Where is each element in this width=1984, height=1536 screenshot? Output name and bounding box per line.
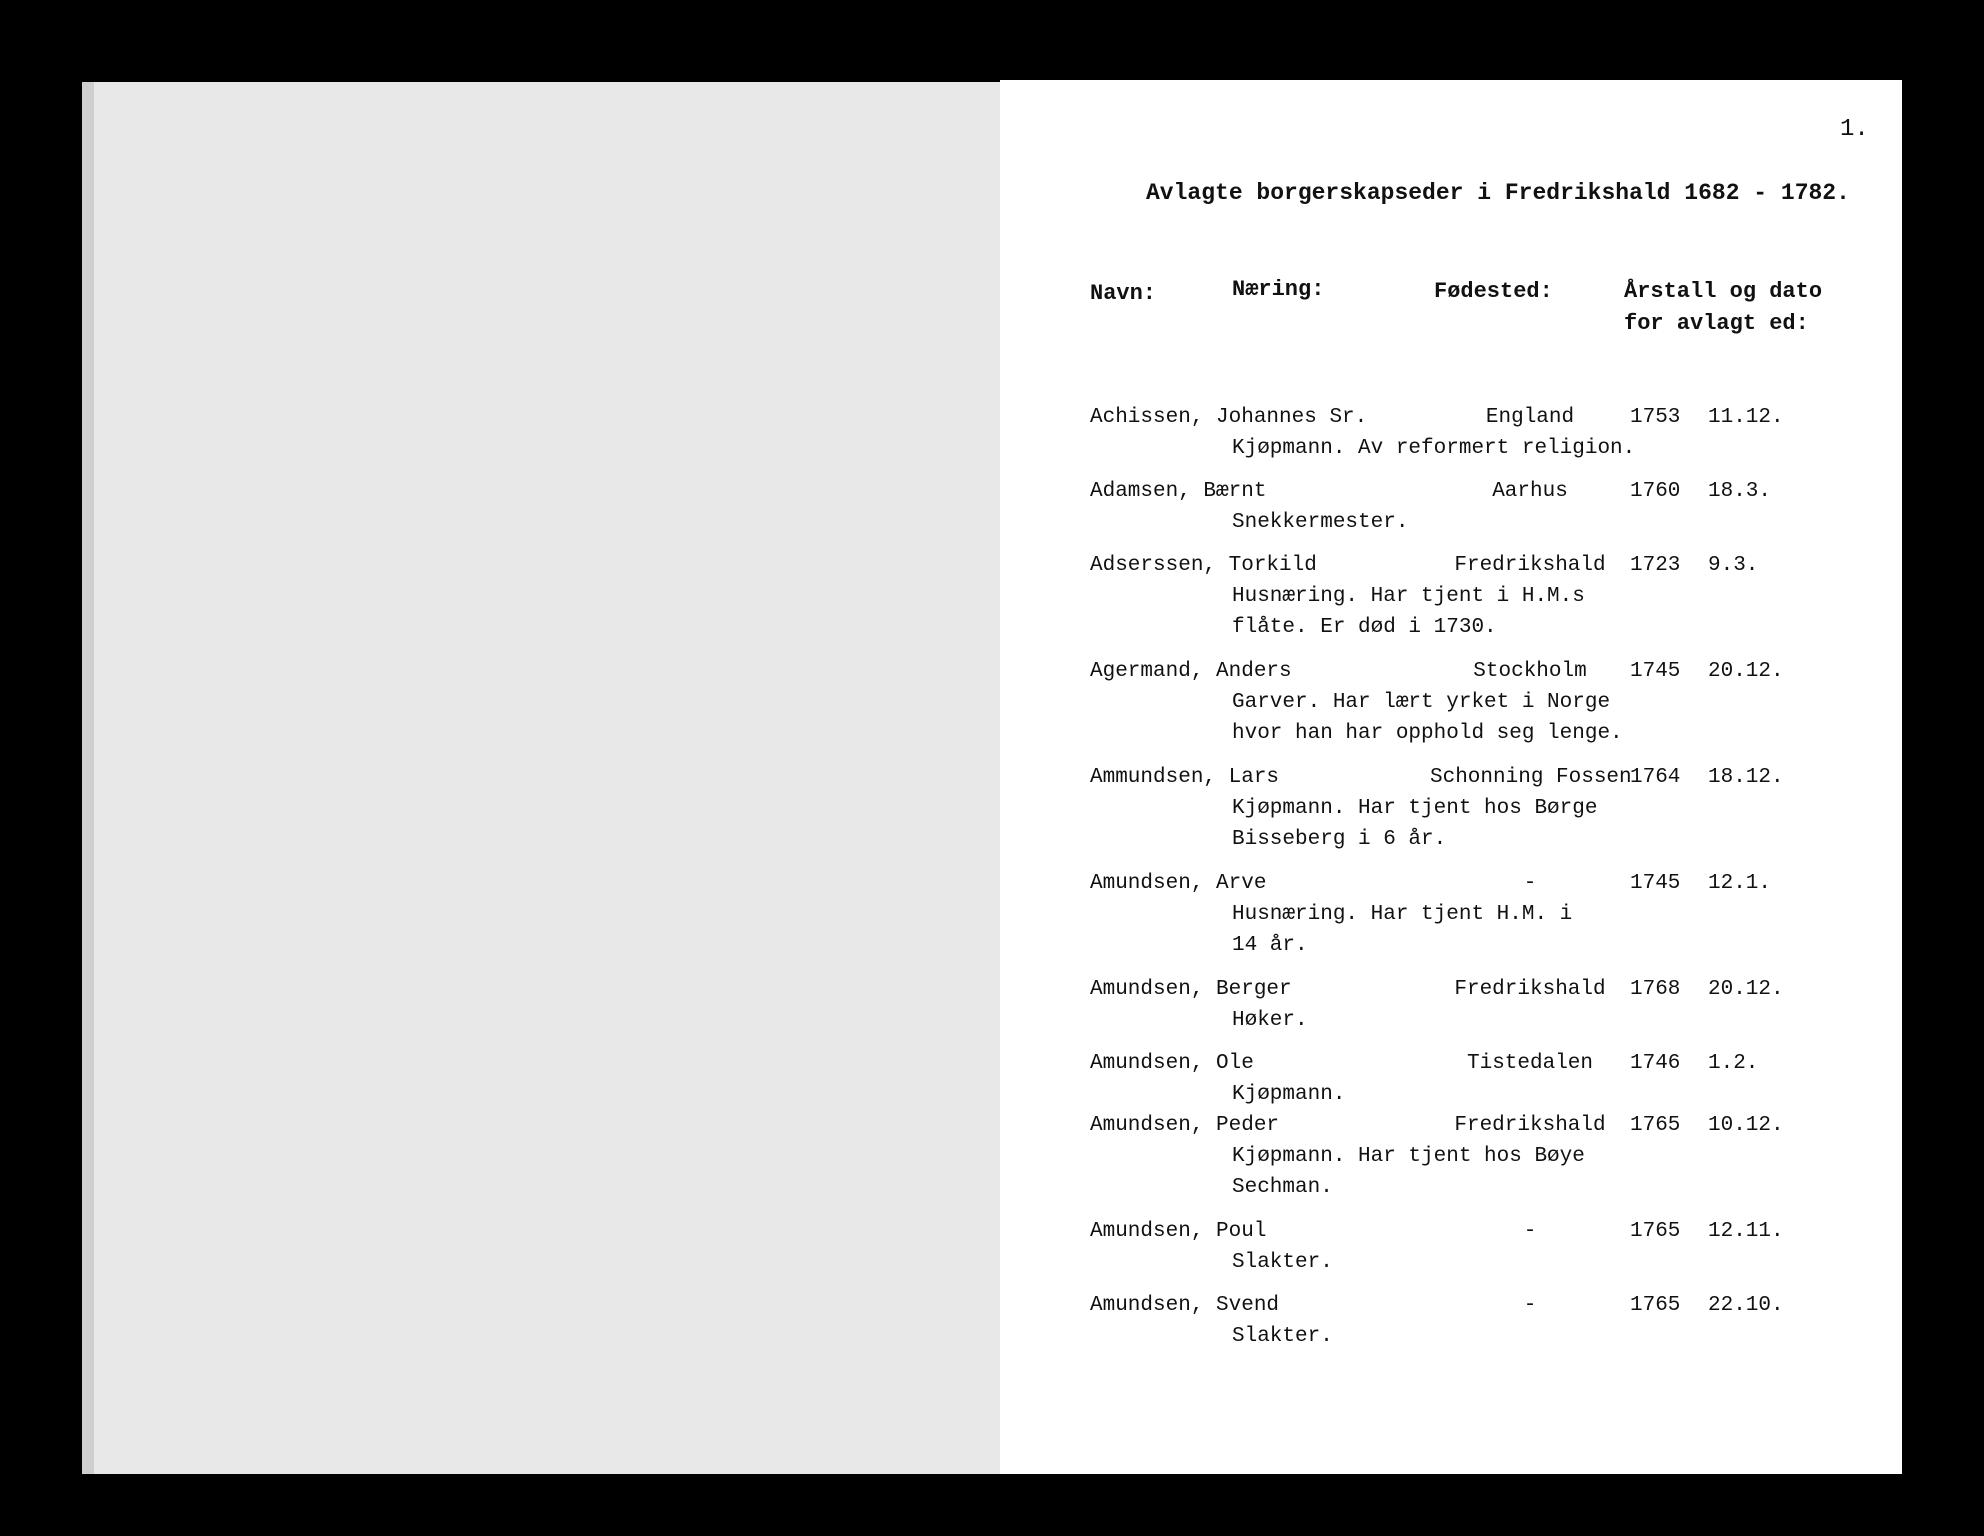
entry-name: Achissen, Johannes Sr. xyxy=(1090,406,1368,429)
entry-birthplace: - xyxy=(1523,1294,1537,1317)
entry-name: Amundsen, Svend xyxy=(1090,1294,1280,1317)
right-page xyxy=(1000,80,1902,1474)
entry-date: 20.12. xyxy=(1708,660,1784,683)
entry-birthplace: Stockholm xyxy=(1473,660,1587,683)
entry-birthplace: - xyxy=(1523,1220,1537,1243)
entry-year: 1765 xyxy=(1630,1114,1681,1137)
entry-date: 12.11. xyxy=(1708,1220,1784,1243)
entry-date: 1.2. xyxy=(1708,1052,1759,1075)
entry-note: Høker. xyxy=(1232,1009,1308,1032)
entry-date: 10.12. xyxy=(1708,1114,1784,1137)
entry-date: 9.3. xyxy=(1708,554,1759,577)
entry-name: Amundsen, Peder xyxy=(1090,1114,1280,1137)
entry-year: 1768 xyxy=(1630,978,1681,1001)
entry-date: 11.12. xyxy=(1708,406,1784,429)
entry-name: Adamsen, Bærnt xyxy=(1090,480,1267,503)
entry-name: Agermand, Anders xyxy=(1090,660,1292,683)
entry-note: Snekkermester. xyxy=(1232,511,1409,534)
left-blank-page xyxy=(82,82,1000,1474)
entry-note: Husnæring. Har tjent H.M. i 14 år. xyxy=(1232,903,1573,957)
entry-name: Amundsen, Ole xyxy=(1090,1052,1254,1075)
entry-note: Slakter. xyxy=(1232,1325,1333,1348)
entry-birthplace: Fredrikshald xyxy=(1454,978,1606,1001)
entry-note: Kjøpmann. Har tjent hos Børge Bisseberg i 6 år. xyxy=(1232,797,1598,851)
entry-note: Slakter. xyxy=(1232,1251,1333,1274)
header-arstall-line1: Årstall og dato xyxy=(1624,279,1823,304)
entry-birthplace: Aarhus xyxy=(1492,480,1568,503)
entry-date: 12.1. xyxy=(1708,872,1772,895)
entry-year: 1745 xyxy=(1630,660,1681,683)
document-title: Avlagte borgerskapseder i Fredrikshald 1682 - 1782. xyxy=(1146,180,1850,206)
entry-date: 22.10. xyxy=(1708,1294,1784,1317)
entry-year: 1765 xyxy=(1630,1294,1681,1317)
entry-note: Kjøpmann. Av reformert religion. xyxy=(1232,437,1636,460)
entry-date: 18.12. xyxy=(1708,766,1784,789)
header-arstall-line2: for avlagt ed: xyxy=(1624,311,1809,336)
entry-note: Husnæring. Har tjent i H.M.s flåte. Er død i 1730. xyxy=(1232,585,1585,639)
entry-date: 20.12. xyxy=(1708,978,1784,1001)
entry-birthplace: Schonning Fossen xyxy=(1430,766,1632,789)
entry-year: 1765 xyxy=(1630,1220,1681,1243)
entry-birthplace: - xyxy=(1523,872,1537,895)
entry-birthplace: Tistedalen xyxy=(1466,1052,1594,1075)
entry-note: Kjøpmann. Har tjent hos Bøye Sechman. xyxy=(1232,1145,1585,1199)
entry-birthplace: Fredrikshald xyxy=(1454,554,1606,577)
entry-name: Ammundsen, Lars xyxy=(1090,766,1280,789)
entry-name: Amundsen, Poul xyxy=(1090,1220,1267,1243)
header-fodested: Fødested: xyxy=(1434,279,1553,304)
entry-note: Garver. Har lært yrket i Norge hvor han har opphold seg lenge. xyxy=(1232,691,1623,745)
entry-year: 1753 xyxy=(1630,406,1681,429)
entry-year: 1745 xyxy=(1630,872,1681,895)
entry-name: Adserssen, Torkild xyxy=(1090,554,1317,577)
page-number: 1. xyxy=(1840,116,1869,143)
entry-name: Amundsen, Berger xyxy=(1090,978,1292,1001)
entry-year: 1746 xyxy=(1630,1052,1681,1075)
header-navn: Navn: xyxy=(1090,281,1157,306)
header-naering: Næring: xyxy=(1232,277,1325,302)
entry-birthplace: Fredrikshald xyxy=(1454,1114,1606,1137)
entry-name: Amundsen, Arve xyxy=(1090,872,1267,895)
entry-note: Kjøpmann. xyxy=(1232,1083,1346,1106)
entry-year: 1760 xyxy=(1630,480,1681,503)
entry-birthplace: England xyxy=(1485,406,1575,429)
entry-date: 18.3. xyxy=(1708,480,1772,503)
entry-year: 1764 xyxy=(1630,766,1681,789)
entry-year: 1723 xyxy=(1630,554,1681,577)
